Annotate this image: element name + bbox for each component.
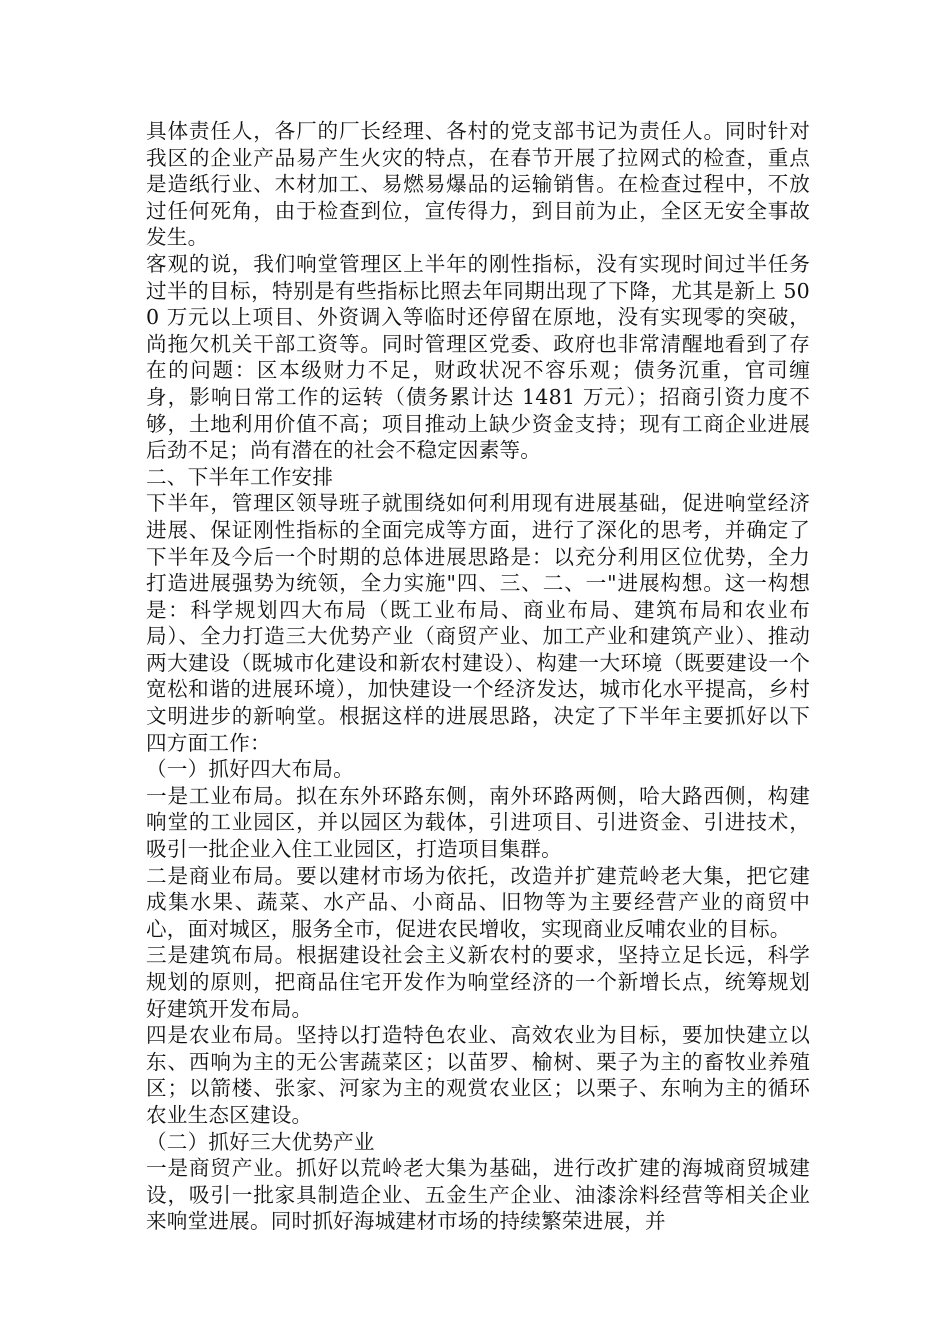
paragraph-safety-inspection: 具体责任人，各厂的厂长经理、各村的党支部书记为责任人。同时针对我区的企业产品易产生火灾的特点，在春节开展了拉网式的检查，重点是造纸行业、木材加工、易燃易爆品的运输销售。在检查过程中，不放过任何死角，由于检查到位，宣传得力，到目前为止，全区无安全事故发生。 [146,119,810,250]
subsection-heading-four-layouts: （一）抓好四大布局。 [146,757,354,782]
paragraph-development-strategy: 下半年，管理区领导班子就围绕如何利用现有进展基础，促进响堂经济进展、保证刚性指标的全面完成等方面，进行了深化的思考，并确定了下半年及今后一个时期的总体进展思路是：以充分利用区位优势，全力打造进展强势为统领，全力实施"四、三、二、一"进展构想。这一构想是：科学规划四大布局（既工业布局、商业布局、建筑布局和农业布局）、全力打造三大优势产业（商贸产业、加工产业和建筑产业）、推动两大建设（既城市化建设和新农村建设）、构建一大环境（既要建设一个宽松和谐的进展环境），加快建设一个经济发达，城市化水平提高，乡村文明进步的新响堂。根据这样的进展思路，决定了下半年主要抓好以下四方面工作： [146,491,810,755]
paragraph-commerce-industry: 一是商贸产业。抓好以荒岭老大集为基础，进行改扩建的海城商贸城建设，吸引一批家具制造企业、五金生产企业、油漆涂料经营等相关企业来响堂进展。同时抓好海城建材市场的持续繁荣进展，并 [146,1156,810,1234]
paragraph-commercial-layout: 二是商业布局。要以建材市场为依托，改造并扩建荒岭老大集，把它建成集水果、蔬菜、水产品、小商品、旧物等为主要经营产业的商贸中心，面对城区，服务全市，促进农民增收，实现商业反哺农业的目标。 [146,863,810,941]
subsection-heading-three-industries: （二）抓好三大优势产业 [146,1129,375,1154]
paragraph-industrial-layout: 一是工业布局。拟在东外环路东侧，南外环路两侧，哈大路西侧，构建响堂的工业园区，并以园区为载体，引进项目、引进资金、引进技术，吸引一批企业入住工业园区，打造项目集群。 [146,783,810,862]
section-heading-second-half-plan: 二、下半年工作安排 [146,464,334,489]
paragraph-agricultural-layout: 四是农业布局。坚持以打造特色农业、高效农业为目标，要加快建立以东、西响为主的无公害蔬菜区；以苗罗、榆树、栗子为主的畜牧业养殖区；以箭楼、张家、河家为主的观赏农业区；以栗子、东响为主的循环农业生态区建设。 [146,1023,810,1127]
paragraph-construction-layout: 三是建筑布局。根据建设社会主义新农村的要求，坚持立足长远，科学规划的原则，把商品住宅开发作为响堂经济的一个新增长点，统筹规划好建筑开发布局。 [146,943,810,1021]
document-page [146,118,810,1235]
paragraph-first-half-assessment: 客观的说，我们响堂管理区上半年的刚性指标，没有实现时间过半任务过半的目标，特别是有些指标比照去年同期出现了下降，尤其是新上 500 万元以上项目、外资调入等临时还停留在原地，没有实现零的突破，尚拖欠机关干部工资等。同时管理区党委、政府也非常清醒地看到了存在的问题：区本级财力不足，财政状况不容乐观；债务沉重，官司缠身，影响日常工作的运转（债务累计达 1481 万元）；招商引资力度不够，土地利用价值不高；项目推动上缺少资金支持；现有工商企业进展后劲不足；尚有潜在的社会不稳定因素等。 [146,251,810,463]
